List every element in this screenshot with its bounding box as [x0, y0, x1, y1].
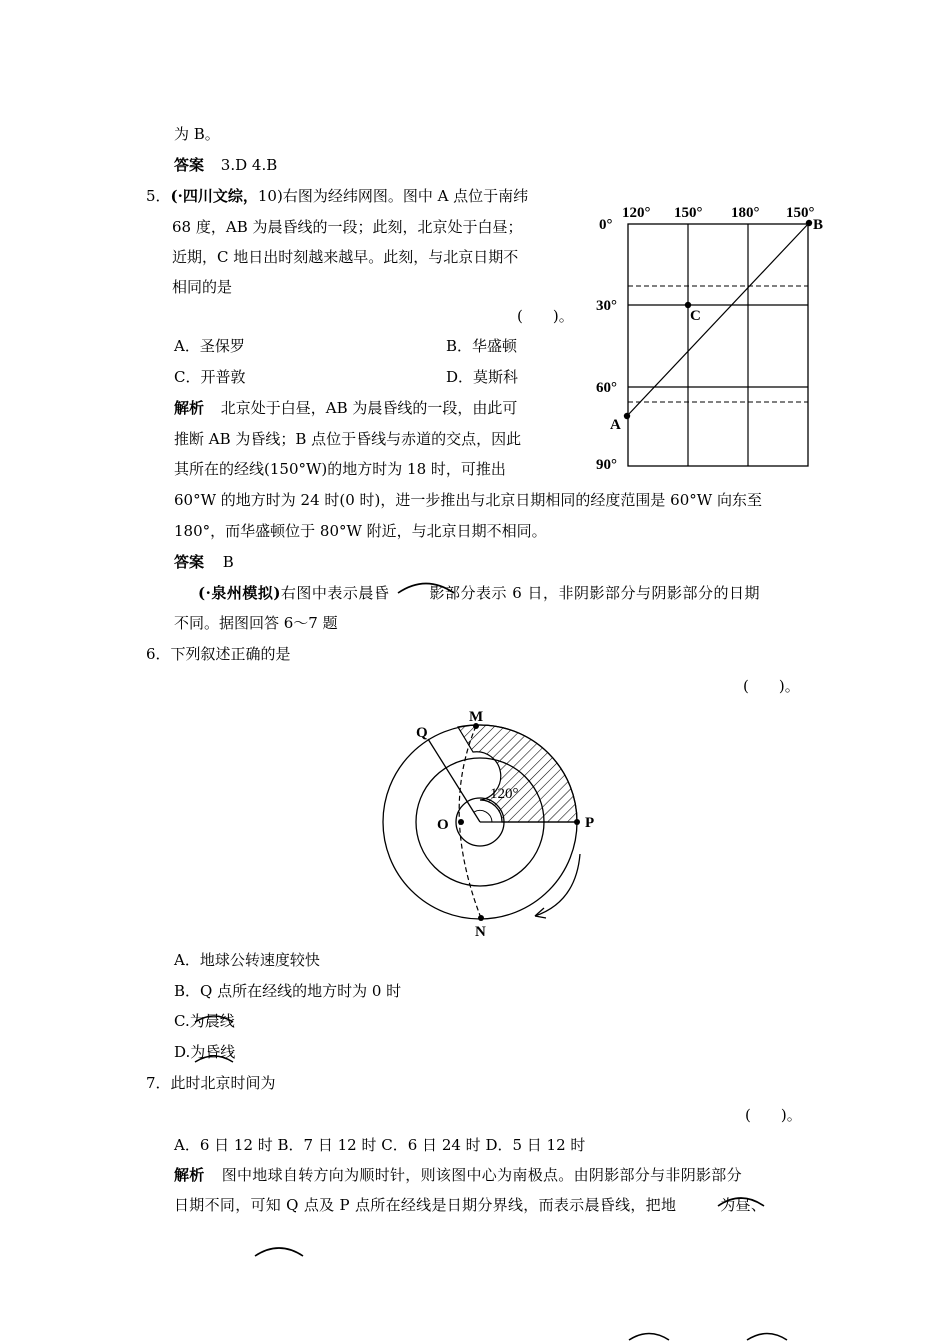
- arc-symbol: [627, 1328, 671, 1342]
- question-source: (·四川文综，: [170, 187, 258, 205]
- analysis-line-1: [174, 398, 517, 418]
- analysis-text: 日期不同，可知 Q 点及 P 点所在经线是日期分界线，而表示晨昏线，把地: [174, 1196, 677, 1214]
- analysis-line-2: 推断 AB 为昏线；B 点位于昏线与赤道的交点，因此: [174, 430, 522, 448]
- question-5-line-1: [146, 186, 528, 206]
- point-p: [574, 819, 580, 825]
- analysis-line-4: 60°W 的地方时为 24 时(0 时)，进一步推出与北京日期相同的经度范围是 60°W 向东至: [174, 491, 762, 509]
- question-5-line-2: 68 度，AB 为晨昏线的一段；此刻，北京处于白昼；: [172, 218, 523, 236]
- lon-label: 150°: [786, 205, 815, 221]
- group-intro-line-2: 不同。据图回答 6～7 题: [174, 614, 338, 632]
- question-number: 5．: [146, 187, 171, 205]
- option-b: B．华盛顿: [446, 337, 518, 355]
- group-text: 影部分表示 6 日，非阴影部分与阴影部分的日期: [429, 584, 761, 602]
- group-text: 右图中表示晨昏: [280, 584, 390, 602]
- analysis-line-5: 180°，而华盛顿位于 80°W 附近，与北京日期不相同。: [174, 522, 547, 540]
- lat-label: 0°: [599, 217, 613, 233]
- arc-symbol: [193, 1050, 235, 1064]
- answer-value: B: [222, 553, 234, 571]
- label-q: Q: [416, 725, 428, 741]
- option-a: A．地球公转速度较快: [174, 951, 320, 969]
- text-line: 为 B。: [174, 125, 220, 143]
- lon-label: 150°: [674, 205, 703, 221]
- group-intro-line-1: [198, 583, 760, 603]
- question-text: 此时北京时间为: [170, 1074, 276, 1092]
- option-c: C．开普敦: [174, 368, 246, 386]
- polar-view-figure: [380, 702, 610, 942]
- analysis-line-3: 其所在的经线(150°W)的地方时为 18 时，可推出: [174, 460, 506, 478]
- arc-symbol: [745, 1328, 789, 1342]
- point-o: [458, 819, 464, 825]
- analysis-label: 解析: [174, 1166, 205, 1184]
- answer-blank: ( )。: [517, 307, 574, 325]
- analysis-line-1: [174, 1165, 742, 1185]
- lat-label: 30°: [596, 298, 617, 314]
- analysis-text: 为昼、: [720, 1196, 767, 1214]
- question-number: 6．: [146, 645, 171, 663]
- question-number: 7．: [146, 1074, 171, 1092]
- label-p: P: [585, 815, 595, 831]
- answer-line: [174, 155, 277, 175]
- answer-label: 答案: [174, 156, 205, 174]
- option-d: D．莫斯科: [446, 368, 519, 386]
- answer-blank: ( )。: [745, 1106, 802, 1124]
- label-o: O: [437, 817, 449, 833]
- question-7: [146, 1073, 276, 1093]
- answer-line: [174, 552, 234, 572]
- lon-label: 120°: [622, 205, 651, 221]
- analysis-label: 解析: [174, 399, 205, 417]
- grid-frame: [628, 224, 808, 466]
- lon-label: 180°: [731, 205, 760, 221]
- arc-symbol: [716, 1192, 766, 1208]
- point-n: [478, 915, 484, 921]
- arc-symbol: [253, 1242, 305, 1258]
- option-d: D.为昏线: [174, 1043, 236, 1061]
- analysis-text: 图中地球自转方向为顺时针，则该图中心为南极点。由阴影部分与非阴影部分: [221, 1166, 742, 1184]
- rotation-arrow: [535, 854, 580, 916]
- answer-value: 3.D 4.B: [220, 156, 278, 174]
- point-a: [624, 413, 630, 419]
- question-6: [146, 644, 291, 664]
- options-line: A．6 日 12 时 B．7 日 12 时 C．6 日 24 时 D．5 日 12 时: [174, 1136, 586, 1154]
- question-5-line-4: 相同的是: [172, 278, 233, 296]
- answer-blank: ( )。: [743, 677, 800, 695]
- label-m: M: [469, 709, 484, 725]
- label-b: B: [813, 217, 824, 233]
- option-a: A．圣保罗: [174, 337, 245, 355]
- label-a: A: [610, 417, 621, 433]
- lat-label: 60°: [596, 380, 617, 396]
- label-n: N: [475, 924, 486, 940]
- arc-symbol: [396, 578, 456, 596]
- analysis-text: 北京处于白昼，AB 为晨昏线的一段，由此可: [220, 399, 518, 417]
- question-5-line-3: 近期，C 地日出时刻越来越早。此刻，与北京日期不: [172, 248, 519, 266]
- question-text: 下列叙述正确的是: [170, 645, 291, 663]
- question-text: 10)右图为经纬网图。图中 A 点位于南纬: [257, 187, 529, 205]
- option-c: C.为晨线: [174, 1012, 235, 1030]
- group-source: (·泉州模拟): [198, 584, 281, 602]
- lat-lon-grid-figure: [590, 198, 840, 473]
- shaded-sector: [458, 725, 577, 822]
- angle-label: 120°: [490, 786, 519, 802]
- answer-label: 答案: [174, 553, 205, 571]
- option-b: B．Q 点所在经线的地方时为 0 时: [174, 982, 402, 1000]
- arc-symbol: [193, 1010, 235, 1024]
- analysis-line-2: [174, 1195, 766, 1215]
- lat-label: 90°: [596, 457, 617, 473]
- label-c: C: [690, 308, 701, 324]
